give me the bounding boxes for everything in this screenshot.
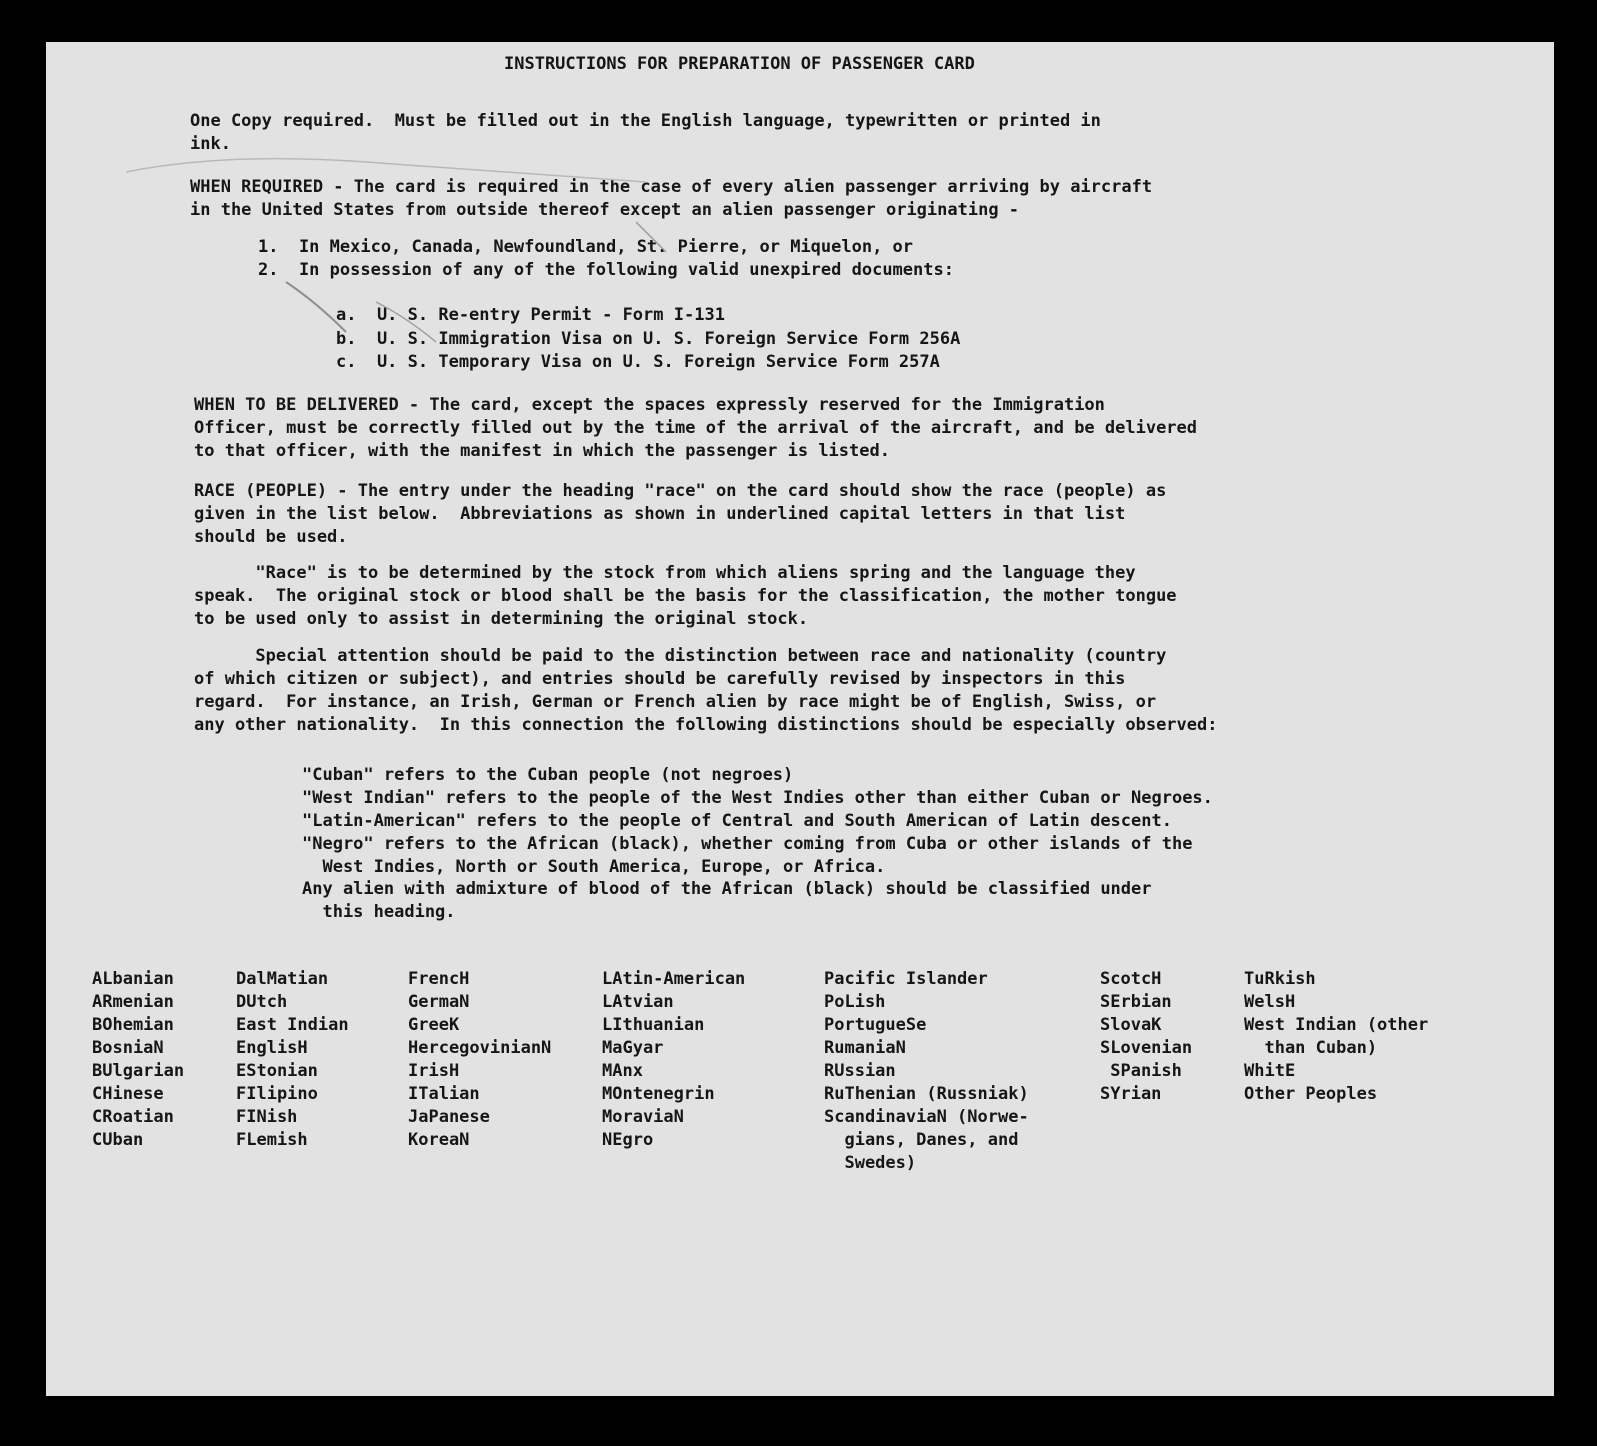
race-list-item: CHinese	[92, 1084, 164, 1104]
race-list-item: gians, Danes, and	[824, 1130, 1019, 1150]
distinction-item: "Latin-American" refers to the people of Central and South American of Latin descent.	[302, 811, 1172, 831]
race-list-column	[92, 968, 184, 1152]
race-list-item: BosniaN	[92, 1038, 164, 1058]
distinction-item: "Negro" refers to the African (black), whether coming from Cuba or other islands of the West Indies, North or South America, Europe, or Africa.	[302, 834, 1193, 877]
race-list-item: FLemish	[236, 1130, 308, 1150]
race-list-item: BOhemian	[92, 1015, 174, 1035]
race-list-item: Other Peoples	[1244, 1084, 1378, 1104]
race-list-item: PortugueSe	[824, 1015, 927, 1035]
race-list-item: West Indian (other	[1244, 1015, 1429, 1035]
document-item: c. U. S. Temporary Visa on U. S. Foreign Service Form 257A	[336, 352, 940, 372]
race-list-item: DUtch	[236, 992, 288, 1012]
document-item: a. U. S. Re-entry Permit - Form I-131	[336, 305, 725, 325]
race-list-item: NEgro	[602, 1130, 654, 1150]
race-list-item: MAnx	[602, 1061, 643, 1081]
race-list-item: DalMatian	[236, 969, 329, 989]
race-list-item: RUssian	[824, 1061, 896, 1081]
race-list-item: ScandinaviaN (Norwe-	[824, 1107, 1029, 1127]
race-list-item: WhitE	[1244, 1061, 1296, 1081]
race-determined-paragraph: "Race" is to be determined by the stock from which aliens spring and the language they speak. The original stock or blood shall be the basis for the classification, the mother tongue to be used only to assist in determining the original stock.	[194, 563, 1177, 629]
race-list-item: LAtin-American	[602, 969, 746, 989]
race-list-item: Pacific Islander	[824, 969, 988, 989]
race-list-item: WelsH	[1244, 992, 1296, 1012]
race-list-item: GermaN	[408, 992, 470, 1012]
race-list-item: RumaniaN	[824, 1038, 906, 1058]
race-list-column	[408, 968, 551, 1152]
distinction-item: "Cuban" refers to the Cuban people (not negroes)	[302, 765, 794, 785]
race-list-item: KoreaN	[408, 1130, 470, 1150]
race-list-item: BUlgarian	[92, 1061, 185, 1081]
race-list-column	[1244, 968, 1428, 1106]
distinction-item: "West Indian" refers to the people of the West Indies other than either Cuban or Negroes.	[302, 788, 1213, 808]
race-paragraph: RACE (PEOPLE) - The entry under the heading "race" on the card should show the race (people) as given in the list below. Abbreviations as shown in underlined capital letters in that list should be used.	[194, 481, 1167, 547]
race-list-item: EStonian	[236, 1061, 318, 1081]
when-required-paragraph: WHEN REQUIRED - The card is required in the case of every alien passenger arriving by aircraft in the United States from outside thereof except an alien passenger originating -	[190, 177, 1153, 220]
when-delivered-paragraph: WHEN TO BE DELIVERED - The card, except the spaces expressly reserved for the Immigration Officer, must be correctly filled out by the time of the arrival of the aircraft, and be delivered to that officer, with the manifest in which the passenger is listed.	[194, 395, 1198, 461]
race-list-item: East Indian	[236, 1015, 349, 1035]
race-list-item: IrisH	[408, 1061, 460, 1081]
race-list-item: MOntenegrin	[602, 1084, 715, 1104]
race-list-item: GreeK	[408, 1015, 460, 1035]
race-list-item: CRoatian	[92, 1107, 174, 1127]
race-list-item: HercegovinianN	[408, 1038, 552, 1058]
race-list-item: ALbanian	[92, 969, 174, 989]
race-list-item: TuRkish	[1244, 969, 1316, 989]
document-title: INSTRUCTIONS FOR PREPARATION OF PASSENGER CARD	[504, 54, 975, 74]
race-list-item: SlovaK	[1100, 1015, 1162, 1035]
document-page	[46, 42, 1554, 1396]
race-list-item: ITalian	[408, 1084, 480, 1104]
race-list-item: JaPanese	[408, 1107, 490, 1127]
race-list-item: FrencH	[408, 969, 470, 989]
race-list-item: PoLish	[824, 992, 886, 1012]
race-list-item: than Cuban)	[1244, 1038, 1378, 1058]
special-attention-paragraph: Special attention should be paid to the distinction between race and nationality (country of which citizen or subject), and entries should be carefully revised by inspectors in this regard. For instance, an Irish, German or French alien by race might be of English, Swiss, or any other nationality. In this connection the following distinctions should be especially observed:	[194, 646, 1218, 735]
document-item: b. U. S. Immigration Visa on U. S. Foreign Service Form 256A	[336, 329, 961, 349]
race-list-column	[824, 968, 1029, 1175]
race-list-item: MoraviaN	[602, 1107, 684, 1127]
race-list-item: SErbian	[1100, 992, 1172, 1012]
race-list-item: CUban	[92, 1130, 144, 1150]
race-list-item: ARmenian	[92, 992, 174, 1012]
race-list-item: FINish	[236, 1107, 298, 1127]
race-list-item: EnglisH	[236, 1038, 308, 1058]
exception-item: 2. In possession of any of the following valid unexpired documents:	[258, 260, 954, 280]
race-list-item: RuThenian (Russniak)	[824, 1084, 1029, 1104]
race-list-item: Swedes)	[824, 1153, 917, 1173]
intro-paragraph: One Copy required. Must be filled out in the English language, typewritten or printed in ink.	[190, 111, 1101, 154]
faded-pencil-marks	[106, 142, 706, 372]
race-list-column	[1100, 968, 1192, 1106]
race-list-column	[602, 968, 745, 1152]
race-list-item: LAtvian	[602, 992, 674, 1012]
race-list-item: ScotcH	[1100, 969, 1162, 989]
race-list-item: LIthuanian	[602, 1015, 705, 1035]
race-list-item: MaGyar	[602, 1038, 664, 1058]
race-list-item: FIlipino	[236, 1084, 318, 1104]
race-list-item: SPanish	[1100, 1061, 1182, 1081]
race-list-column	[236, 968, 349, 1152]
distinction-item: Any alien with admixture of blood of the African (black) should be classified under this heading.	[302, 879, 1152, 922]
race-list-item: SYrian	[1100, 1084, 1162, 1104]
exception-item: 1. In Mexico, Canada, Newfoundland, St. Pierre, or Miquelon, or	[258, 237, 914, 257]
race-list-item: SLovenian	[1100, 1038, 1193, 1058]
